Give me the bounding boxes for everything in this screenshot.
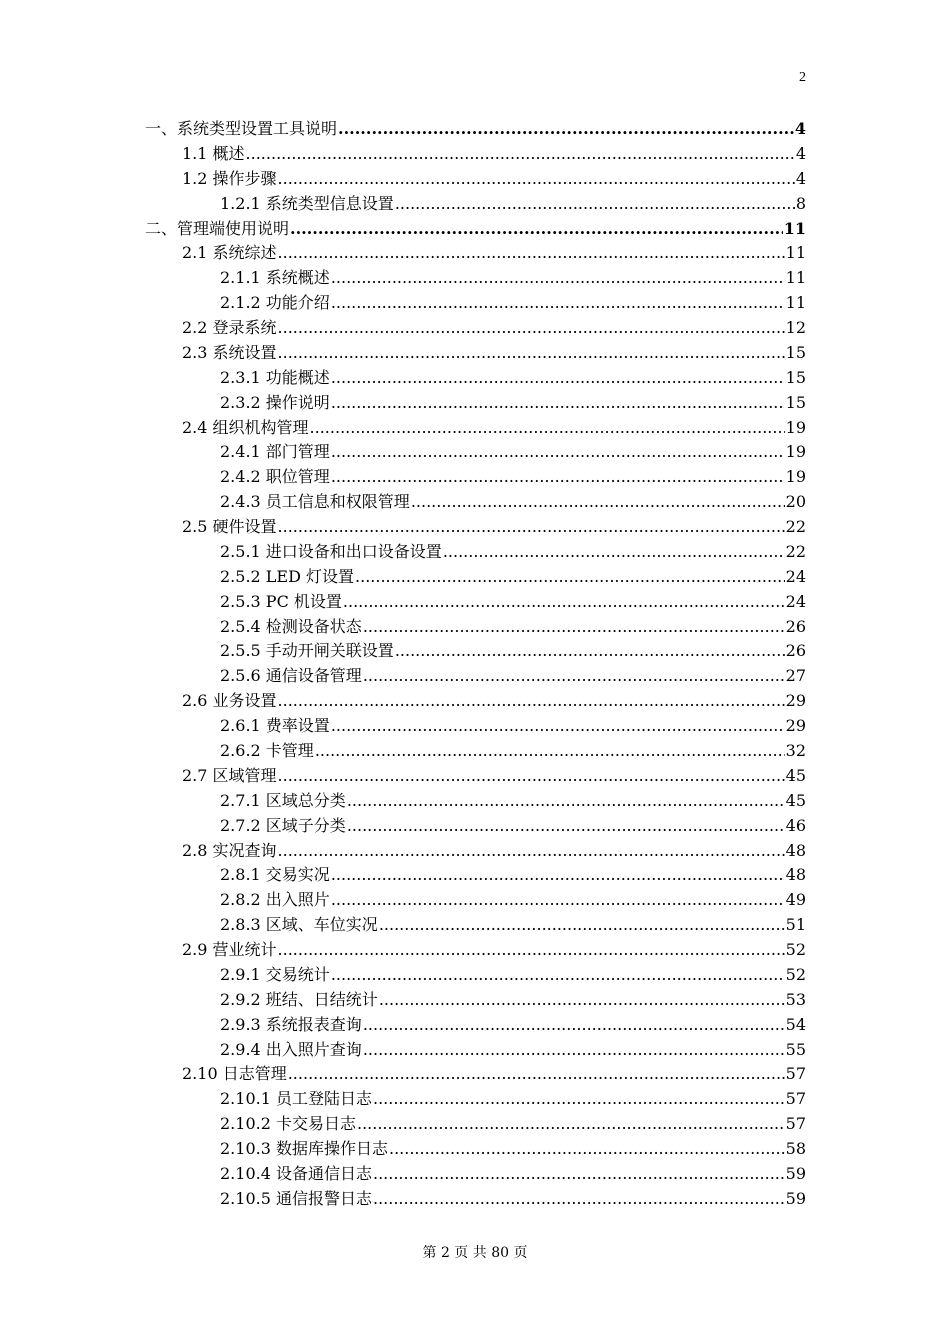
toc-entry-page: 11 <box>785 268 806 288</box>
toc-entry-label: 2.7 区域管理 <box>182 765 277 785</box>
toc-entry-label: 2.1.1 系统概述 <box>220 268 330 288</box>
toc-entry-page: 11 <box>785 243 806 263</box>
toc-entry[interactable] <box>220 263 806 288</box>
toc-entry-label: 2.9 营业统计 <box>182 940 277 960</box>
toc-entry[interactable] <box>220 786 806 811</box>
toc-entry[interactable] <box>182 139 806 164</box>
toc-entry[interactable] <box>182 338 806 363</box>
toc-entry-page: 29 <box>785 691 806 711</box>
toc-leader-dots <box>338 119 794 139</box>
toc-entry-label: 2.6 业务设置 <box>182 691 277 711</box>
toc-entry-page: 8 <box>795 193 806 213</box>
toc-entry[interactable] <box>220 811 806 836</box>
toc-entry-page: 59 <box>785 1188 806 1208</box>
toc-leader-dots <box>278 841 785 861</box>
toc-entry-label: 2.9.2 班结、日结统计 <box>220 989 378 1009</box>
toc-entry-page: 29 <box>785 716 806 736</box>
toc-entry[interactable] <box>220 985 806 1010</box>
toc-entry[interactable] <box>182 238 806 263</box>
toc-entry-page: 19 <box>785 467 806 487</box>
toc-leader-dots <box>357 1114 785 1134</box>
toc-entry-page: 46 <box>785 815 806 835</box>
toc-entry[interactable] <box>220 288 806 313</box>
toc-entry-label: 2.10.1 员工登陆日志 <box>220 1089 372 1109</box>
toc-entry-page: 27 <box>785 666 806 686</box>
toc-leader-dots <box>355 567 785 587</box>
toc-leader-dots <box>278 766 785 786</box>
toc-entry-label: 2.10.5 通信报警日志 <box>220 1188 372 1208</box>
toc-entry[interactable] <box>182 1059 806 1084</box>
toc-leader-dots <box>411 492 785 512</box>
toc-leader-dots <box>288 1064 785 1084</box>
toc-leader-dots <box>278 243 785 263</box>
toc-entry-page: 4 <box>795 168 806 188</box>
toc-entry-label: 2.3.1 功能概述 <box>220 367 330 387</box>
toc-leader-dots <box>373 1189 785 1209</box>
toc-entry-page: 59 <box>785 1163 806 1183</box>
toc-leader-dots <box>331 442 785 462</box>
toc-leader-dots <box>389 1139 785 1159</box>
toc-entry-page: 48 <box>785 865 806 885</box>
toc-entry-label: 2.5.3 PC 机设置 <box>220 591 342 611</box>
toc-entry-page: 26 <box>785 641 806 661</box>
toc-entry-label: 2.2 登录系统 <box>182 318 277 338</box>
toc-entry-label: 2.5.2 LED 灯设置 <box>220 566 355 586</box>
toc-leader-dots <box>290 219 783 239</box>
toc-entry[interactable] <box>220 462 806 487</box>
toc-entry[interactable] <box>220 1184 806 1209</box>
toc-entry-page: 24 <box>785 591 806 611</box>
toc-entry[interactable] <box>220 1109 806 1134</box>
toc-entry-label: 1.2.1 系统类型信息设置 <box>220 193 394 213</box>
toc-leader-dots <box>331 368 785 388</box>
toc-leader-dots <box>331 293 785 313</box>
toc-entry[interactable] <box>220 1010 806 1035</box>
toc-entry-page: 19 <box>785 417 806 437</box>
toc-entry-page: 48 <box>785 840 806 860</box>
toc-entry-page: 45 <box>785 765 806 785</box>
toc-leader-dots <box>363 1040 785 1060</box>
toc-entry[interactable] <box>220 736 806 761</box>
toc-leader-dots <box>373 1089 785 1109</box>
toc-entry-page: 57 <box>785 1064 806 1084</box>
toc-leader-dots <box>395 641 785 661</box>
toc-entry[interactable] <box>220 910 806 935</box>
toc-entry-label: 2.4 组织机构管理 <box>182 417 309 437</box>
toc-entry-label: 2.7.2 区域子分类 <box>220 815 346 835</box>
toc-leader-dots <box>278 517 785 537</box>
toc-entry-page: 4 <box>794 119 806 138</box>
toc-entry-label: 二、管理端使用说明 <box>145 218 290 238</box>
toc-entry-page: 51 <box>785 915 806 935</box>
toc-entry-page: 55 <box>785 1039 806 1059</box>
toc-leader-dots <box>379 990 785 1010</box>
toc-entry-label: 2.10.3 数据库操作日志 <box>220 1139 388 1159</box>
toc-entry-page: 52 <box>785 940 806 960</box>
toc-leader-dots <box>331 467 785 487</box>
toc-entry-label: 2.10.2 卡交易日志 <box>220 1114 356 1134</box>
toc-entry[interactable] <box>182 164 806 189</box>
toc-entry-label: 2.5 硬件设置 <box>182 517 277 537</box>
toc-entry-label: 2.8.2 出入照片 <box>220 890 330 910</box>
toc-entry-label: 2.7.1 区域总分类 <box>220 790 346 810</box>
toc-entry[interactable] <box>145 114 806 139</box>
toc-entry-page: 22 <box>785 541 806 561</box>
toc-entry-label: 2.6.2 卡管理 <box>220 741 314 760</box>
toc-entry-page: 53 <box>785 989 806 1009</box>
toc-leader-dots <box>278 318 785 338</box>
toc-entry-page: 11 <box>783 218 806 238</box>
toc-entry[interactable] <box>220 860 806 885</box>
toc-leader-dots <box>278 691 785 711</box>
toc-entry-label: 2.10.4 设备通信日志 <box>220 1163 372 1183</box>
toc-leader-dots <box>373 1164 785 1184</box>
toc-entry[interactable] <box>220 1035 806 1060</box>
toc-entry-page: 57 <box>785 1089 806 1109</box>
toc-entry-page: 15 <box>785 342 806 362</box>
toc-entry-label: 1.2 操作步骤 <box>182 168 277 188</box>
toc-entry[interactable] <box>220 1134 806 1159</box>
toc-entry[interactable] <box>220 437 806 462</box>
toc-entry-label: 2.1 系统综述 <box>182 243 277 263</box>
toc-entry[interactable] <box>182 935 806 960</box>
toc-entry-page: 22 <box>785 517 806 537</box>
toc-entry[interactable] <box>220 562 806 587</box>
toc-entry-label: 2.4.3 员工信息和权限管理 <box>220 492 410 512</box>
toc-leader-dots <box>278 169 795 189</box>
toc-entry-page: 4 <box>795 143 806 163</box>
toc-entry-page: 19 <box>785 442 806 462</box>
toc-leader-dots <box>331 268 785 288</box>
toc-entry-page: 12 <box>785 318 806 338</box>
toc-entry-label: 2.5.6 通信设备管理 <box>220 666 362 686</box>
toc-entry-page: 57 <box>785 1114 806 1134</box>
toc-entry[interactable] <box>220 1084 806 1109</box>
toc-leader-dots <box>331 716 785 736</box>
toc-entry-page: 26 <box>785 616 806 636</box>
toc-entry-page: 11 <box>785 293 806 313</box>
toc-leader-dots <box>331 865 785 885</box>
toc-entry[interactable] <box>220 636 806 661</box>
toc-leader-dots <box>395 194 795 214</box>
toc-entry-page: 20 <box>785 492 806 512</box>
toc-leader-dots <box>331 965 785 985</box>
toc-entry-page: 52 <box>785 964 806 984</box>
toc-entry-page: 45 <box>785 790 806 810</box>
toc-entry-page: 32 <box>785 741 806 760</box>
toc-entry-label: 2.5.5 手动开闸关联设置 <box>220 641 394 661</box>
toc-entry-label: 2.4.2 职位管理 <box>220 467 330 487</box>
toc-leader-dots <box>331 393 785 413</box>
toc-entry-label: 2.5.1 进口设备和出口设备设置 <box>220 541 442 561</box>
toc-entry-page: 54 <box>785 1014 806 1034</box>
toc-entry[interactable] <box>220 189 806 214</box>
toc-entry-label: 2.9.1 交易统计 <box>220 964 330 984</box>
toc-leader-dots <box>363 666 785 686</box>
page-footer: 第 2 页 共 80 页 <box>422 1245 528 1261</box>
toc-entry[interactable] <box>182 836 806 861</box>
toc-entry-label: 2.10 日志管理 <box>182 1064 287 1084</box>
toc-leader-dots <box>278 940 785 960</box>
toc-entry-label: 2.9.3 系统报表查询 <box>220 1014 362 1034</box>
toc-entry-label: 2.4.1 部门管理 <box>220 442 330 462</box>
toc-entry-label: 2.8 实况查询 <box>182 840 277 860</box>
toc-entry[interactable] <box>220 711 806 736</box>
header-page-number: 2 <box>799 70 806 85</box>
toc-entry-page: 49 <box>785 890 806 910</box>
toc-entry[interactable] <box>182 313 806 338</box>
toc-entry[interactable] <box>182 413 806 438</box>
toc-leader-dots <box>331 890 785 910</box>
toc-leader-dots <box>347 791 785 811</box>
toc-entry[interactable] <box>220 612 806 637</box>
toc-entry[interactable] <box>182 686 806 711</box>
toc-entry[interactable] <box>220 587 806 612</box>
toc-leader-dots <box>363 617 785 637</box>
toc-entry-label: 一、系统类型设置工具说明 <box>145 119 338 138</box>
toc-leader-dots <box>363 1015 785 1035</box>
toc-entry-label: 2.1.2 功能介绍 <box>220 293 330 313</box>
toc-entry[interactable] <box>220 537 806 562</box>
toc-entry[interactable] <box>220 960 806 985</box>
toc-leader-dots <box>310 418 785 438</box>
toc-entry-label: 2.3 系统设置 <box>182 342 277 362</box>
toc-leader-dots <box>443 542 785 562</box>
toc-leader-dots <box>347 816 785 836</box>
toc-leader-dots <box>343 592 785 612</box>
toc-entry-label: 2.8.3 区域、车位实况 <box>220 915 378 935</box>
toc-entry-label: 2.9.4 出入照片查询 <box>220 1039 362 1059</box>
toc-entry[interactable] <box>220 1159 806 1184</box>
toc-entry-page: 24 <box>785 566 806 586</box>
toc-entry[interactable] <box>220 487 806 512</box>
toc-leader-dots <box>246 144 795 164</box>
toc-entry-label: 1.1 概述 <box>182 143 245 163</box>
toc-entry[interactable] <box>220 363 806 388</box>
toc-entry[interactable] <box>182 761 806 786</box>
toc-entry-page: 58 <box>785 1139 806 1159</box>
toc-leader-dots <box>379 915 785 935</box>
toc-entry-page: 15 <box>785 367 806 387</box>
toc-leader-dots <box>278 343 785 363</box>
toc-entry-label: 2.3.2 操作说明 <box>220 392 330 412</box>
toc-entry[interactable] <box>220 885 806 910</box>
toc-leader-dots <box>315 741 785 761</box>
toc-entry[interactable] <box>182 512 806 537</box>
toc-entry-page: 15 <box>785 392 806 412</box>
toc-entry[interactable] <box>220 661 806 686</box>
toc-entry-label: 2.6.1 费率设置 <box>220 716 330 736</box>
toc-entry-label: 2.5.4 检测设备状态 <box>220 616 362 636</box>
toc-entry[interactable] <box>220 388 806 413</box>
toc-entry-label: 2.8.1 交易实况 <box>220 865 330 885</box>
toc-entry[interactable] <box>145 214 806 239</box>
